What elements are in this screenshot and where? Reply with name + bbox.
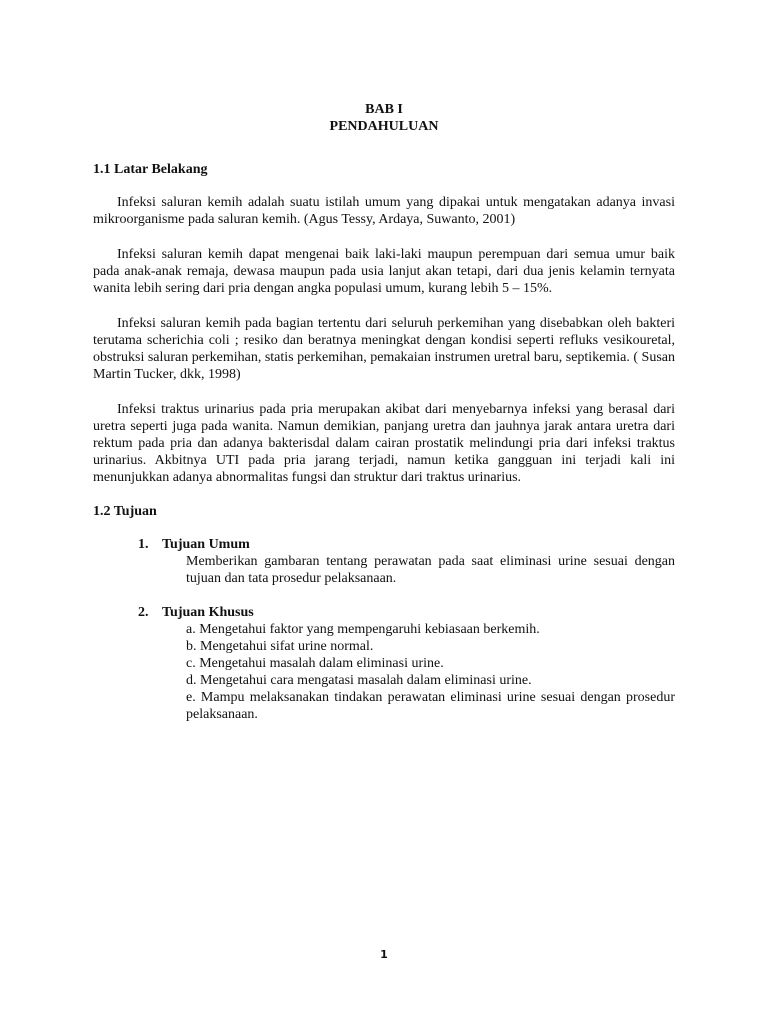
subsection-title: Tujuan Khusus [162, 605, 254, 620]
list-item: e. Mampu melaksanakan tindakan perawatan eliminasi urine sesuai dengan prosedur pelaksanaan. [186, 690, 675, 722]
list-item: d. Mengetahui cara mengatasi masalah dalam eliminasi urine. [186, 673, 532, 688]
subsection-tujuan-khusus [138, 604, 675, 723]
page-number: 1 [380, 948, 388, 961]
section-heading-latar-belakang: 1.1 Latar Belakang [93, 162, 208, 177]
paragraph: Infeksi saluran kemih pada bagian tertentu dari seluruh perkemihan yang disebabkan oleh bakteri terutama scherichia coli ; resiko dan beratnya meningkat dengan kondisi seperti refluks vesikouretal, obstruksi saluran perkemihan, statis perkemihan, pemakaian instrumen uretral baru, septikemia. ( Susan Martin Tucker, dkk, 1998) [93, 316, 676, 382]
section-heading-tujuan: 1.2 Tujuan [93, 504, 157, 519]
paragraph: Infeksi saluran kemih adalah suatu istilah umum yang dipakai untuk mengatakan adanya invasi mikroorganisme pada saluran kemih. (Agus Tessy, Ardaya, Suwanto, 2001) [93, 195, 675, 227]
chapter-title: PENDAHULUAN [329, 119, 439, 134]
paragraph: Infeksi traktus urinarius pada pria merupakan akibat dari menyebarnya infeksi yang berasal dari uretra seperti juga pada wanita. Namun demikian, panjang uretra dan jauhnya jarak antara uretra dari rektum pada pria dan adanya bakterisdal dalam cairan prostatik melindungi pria dari infeksi traktus urinarius. Akbitnya UTI pada pria jarang terjadi, namun ketika gangguan ini terjadi kali ini menunjukkan adanya abnormalitas fungsi dan struktur dari traktus urinarius. [93, 402, 675, 485]
list-item: a. Mengetahui faktor yang mempengaruhi kebiasaan berkemih. [186, 622, 540, 637]
list-item: c. Mengetahui masalah dalam eliminasi urine. [186, 656, 444, 671]
subsection-body: Memberikan gambaran tentang perawatan pada saat eliminasi urine sesuai dengan tujuan dan tata prosedur pelaksanaan. [186, 554, 675, 586]
subsection-title: Tujuan Umum [162, 537, 250, 552]
subsection-number: 2. [138, 605, 149, 620]
subsection-number: 1. [138, 537, 149, 552]
page-content [93, 101, 675, 723]
list-item: b. Mengetahui sifat urine normal. [186, 639, 374, 654]
chapter-label: BAB I [365, 102, 403, 117]
paragraph: Infeksi saluran kemih dapat mengenai baik laki-laki maupun perempuan dari semua umur baik pada anak-anak remaja, dewasa maupun pada usia lanjut akan tetapi, dari dua jenis kelamin ternyata wanita lebih sering dari pria dengan angka populasi umum, kurang lebih 5 – 15%. [93, 247, 675, 296]
subsection-tujuan-umum [138, 536, 675, 587]
